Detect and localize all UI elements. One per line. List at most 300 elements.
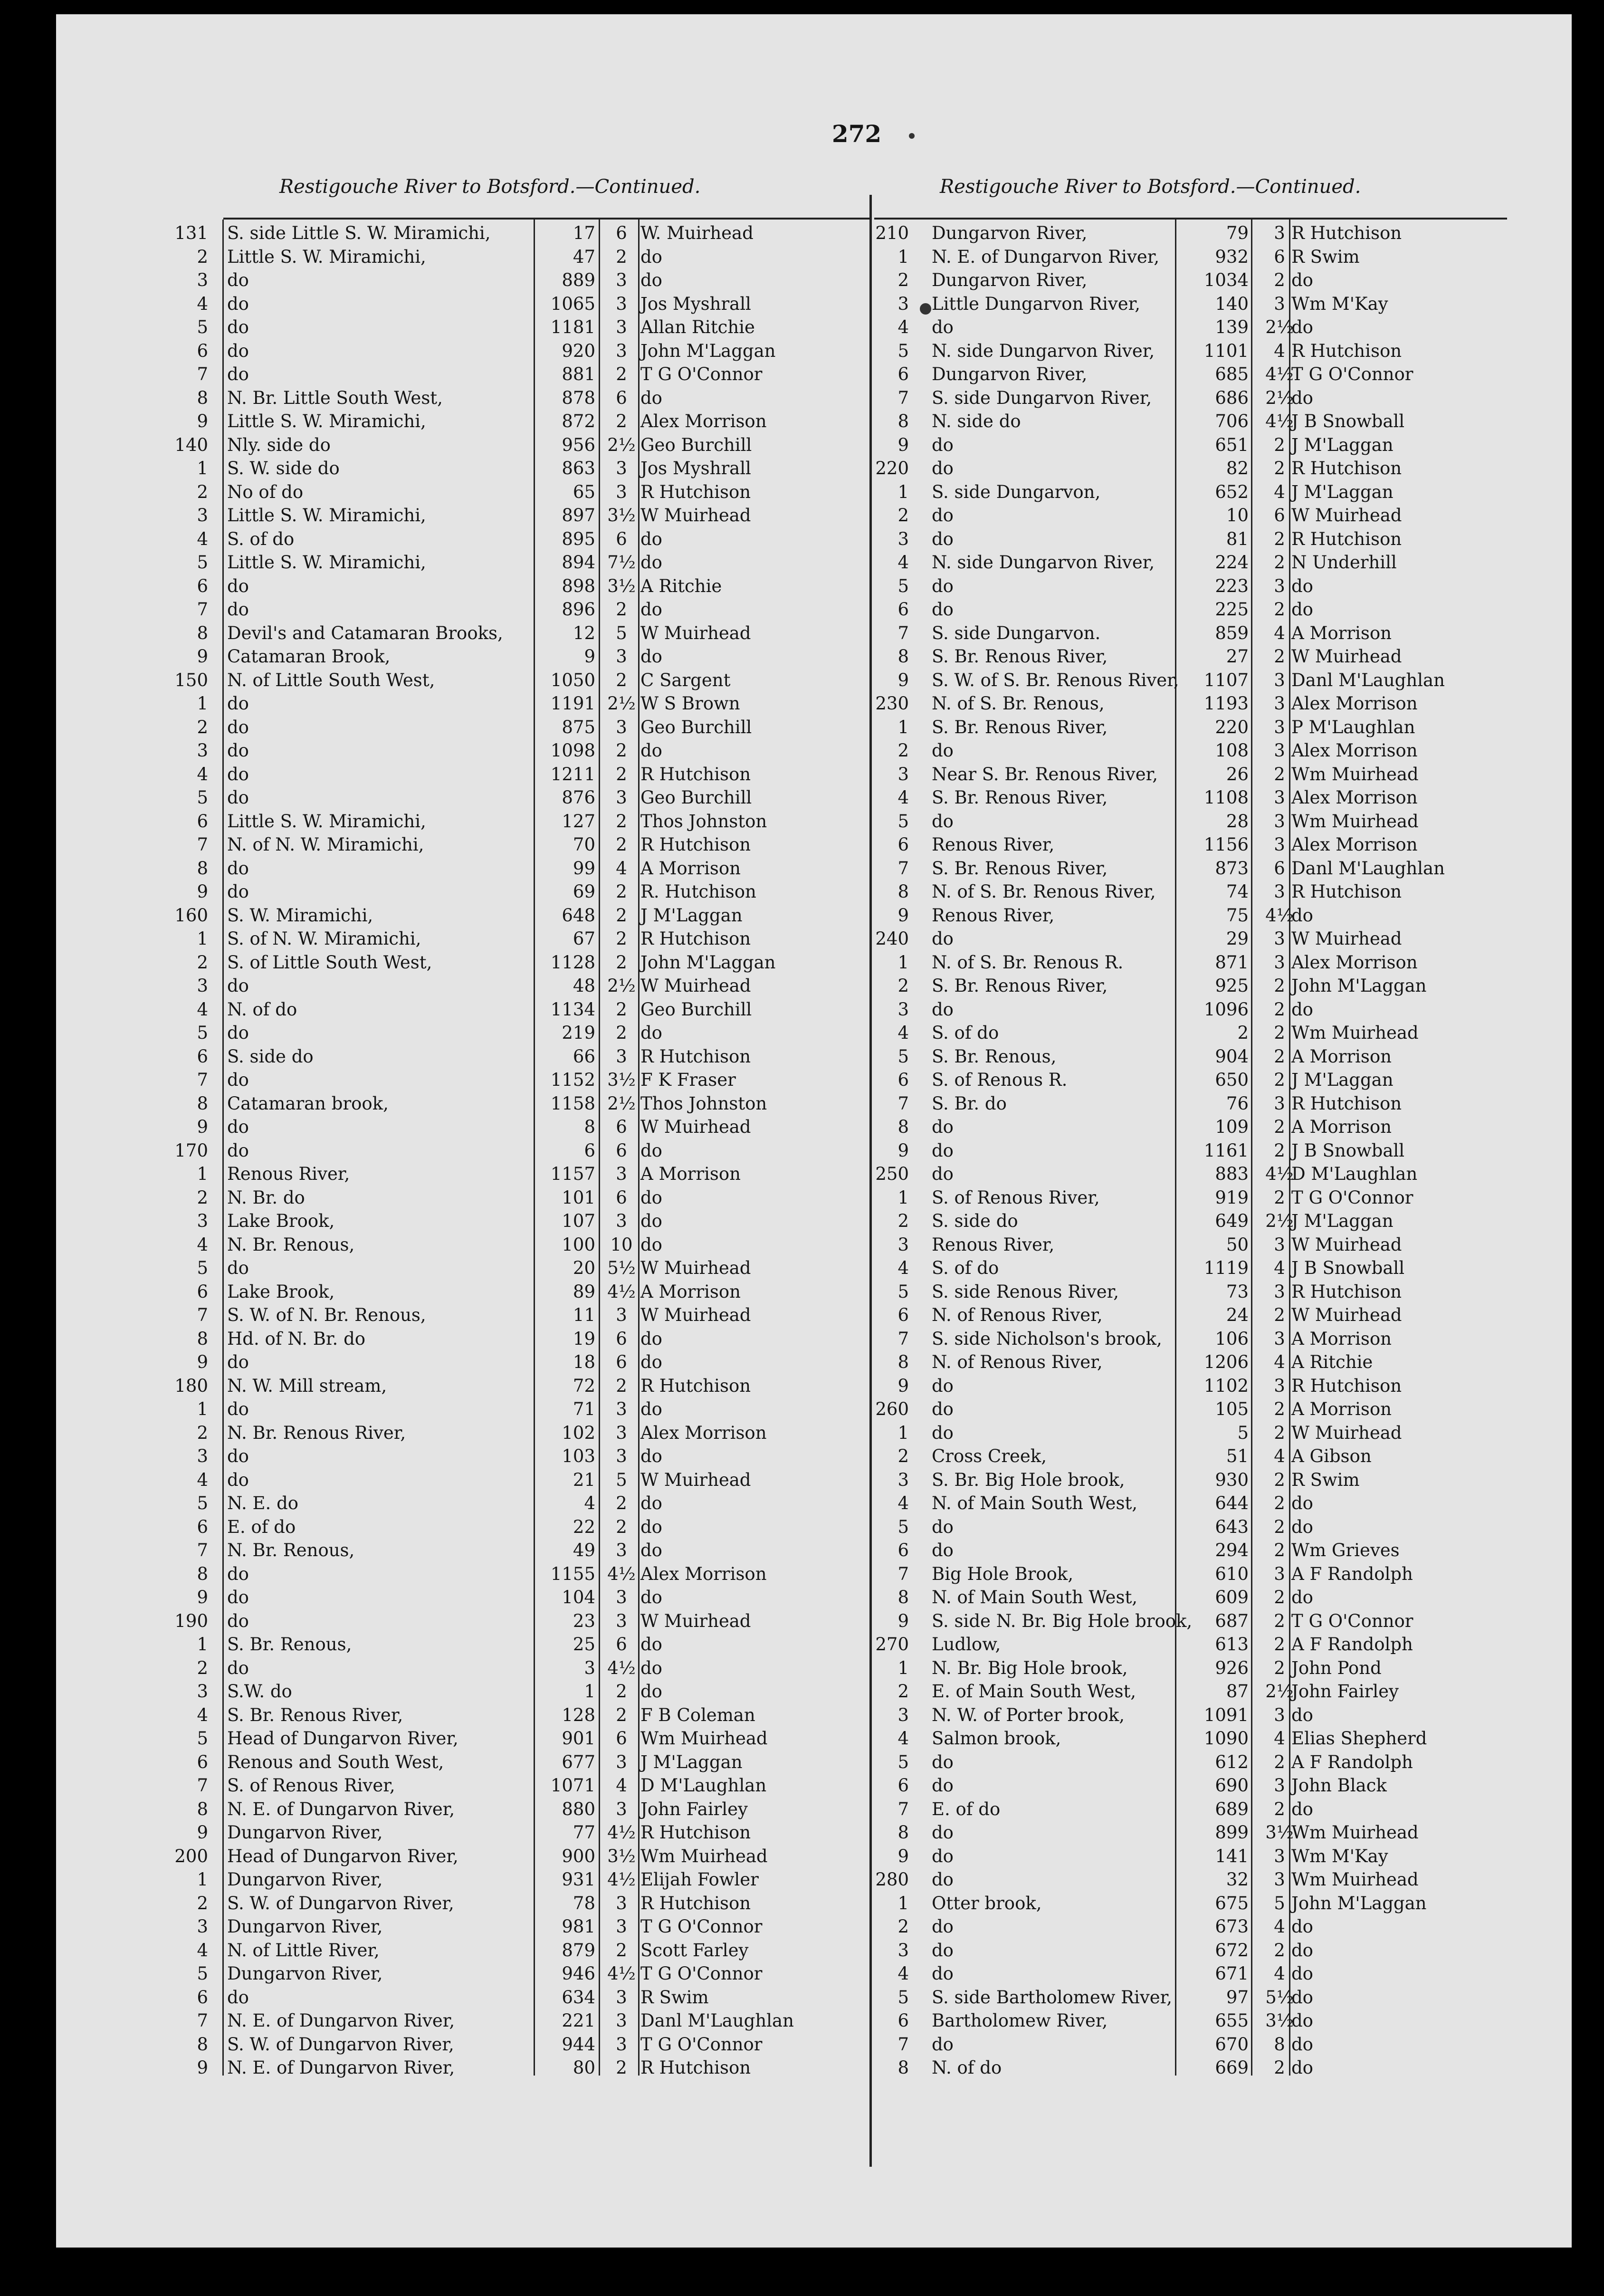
lot-number: 3 bbox=[897, 1234, 909, 1255]
lot-number: 6 bbox=[897, 1775, 909, 1796]
grantee-name: do bbox=[1291, 1987, 1313, 2008]
lot-number: 5 bbox=[197, 317, 208, 337]
lot-number: 3 bbox=[197, 1916, 208, 1937]
chains: 3½ bbox=[607, 1846, 636, 1866]
grantee-name: T G O'Connor bbox=[640, 364, 763, 384]
lot-number: 2 bbox=[897, 1211, 909, 1231]
grantee-name: W S Brown bbox=[640, 693, 740, 714]
location: do bbox=[932, 1751, 954, 1772]
acres: 899 bbox=[1215, 1822, 1249, 1843]
location: S. Br. Renous River, bbox=[227, 1704, 403, 1725]
acres: 25 bbox=[573, 1634, 595, 1655]
grantee-name: Scott Farley bbox=[640, 1940, 749, 1961]
grantee-name: T G O'Connor bbox=[640, 1963, 763, 1984]
location: E. of do bbox=[932, 1799, 1001, 1819]
location: do bbox=[227, 575, 249, 596]
location: do bbox=[932, 599, 954, 620]
grantee-name: R Hutchison bbox=[640, 834, 751, 855]
chains: 3 bbox=[1274, 834, 1285, 855]
location: S. side Dungarvon River, bbox=[932, 387, 1152, 408]
lot-number: 1 bbox=[897, 952, 909, 973]
lot-number: 2 bbox=[897, 976, 909, 996]
acres: 224 bbox=[1215, 552, 1249, 573]
grantee-name: R Hutchison bbox=[640, 1822, 751, 1843]
acres: 873 bbox=[1215, 858, 1249, 879]
location: do bbox=[932, 1164, 954, 1184]
table-row bbox=[56, 2033, 1572, 2057]
location: do bbox=[932, 1516, 954, 1537]
location: S. W. side do bbox=[227, 458, 340, 478]
lot-number: 3 bbox=[197, 1681, 208, 1702]
chains: 3 bbox=[1274, 717, 1285, 737]
lot-number: 5 bbox=[897, 1987, 909, 2008]
location: S. W. of Dungarvon River, bbox=[227, 2034, 454, 2055]
table-row bbox=[56, 386, 1572, 410]
location: Little S. W. Miramichi, bbox=[227, 505, 426, 526]
acres: 79 bbox=[1226, 223, 1249, 243]
acres: 686 bbox=[1215, 387, 1249, 408]
chains: 2 bbox=[1274, 2057, 1285, 2078]
grantee-name: do bbox=[1291, 2057, 1313, 2078]
grantee-name: John M'Laggan bbox=[1291, 1893, 1427, 1913]
lot-number: 6 bbox=[897, 1305, 909, 1325]
table-row bbox=[56, 1492, 1572, 1515]
location: do bbox=[227, 976, 249, 996]
lot-number: 3 bbox=[897, 1704, 909, 1725]
grantee-name: do bbox=[1291, 1587, 1313, 1607]
grantee-name: do bbox=[640, 1446, 662, 1466]
grantee-name: T G O'Connor bbox=[1291, 364, 1413, 384]
grantee-name: Danl M'Laughlan bbox=[640, 2010, 794, 2031]
location: S. side Little S. W. Miramichi, bbox=[227, 223, 491, 243]
acres: 1161 bbox=[1203, 1140, 1249, 1161]
grantee-name: R Swim bbox=[1291, 246, 1360, 267]
location: do bbox=[227, 317, 249, 337]
lot-number: 3 bbox=[897, 1469, 909, 1490]
grantee-name: Geo Burchill bbox=[640, 717, 752, 737]
lot-number: 6 bbox=[197, 1751, 208, 1772]
table-row bbox=[56, 1445, 1572, 1468]
location: S. side Renous River, bbox=[932, 1281, 1119, 1302]
location: do bbox=[932, 1963, 954, 1984]
lot-number: 6 bbox=[197, 1987, 208, 2008]
location: do bbox=[227, 1258, 249, 1278]
table-row bbox=[56, 1539, 1572, 1562]
location: do bbox=[227, 1610, 249, 1631]
acres: 1158 bbox=[550, 1093, 595, 1114]
grantee-name: W Muirhead bbox=[1291, 646, 1402, 667]
acres: 649 bbox=[1215, 1211, 1249, 1231]
location: Dungarvon River, bbox=[932, 364, 1088, 384]
chains: 3 bbox=[616, 1987, 627, 2008]
grantee-name: Geo Burchill bbox=[640, 434, 752, 455]
grantee-name: Elijah Fowler bbox=[640, 1869, 759, 1890]
chains: 3 bbox=[616, 1422, 627, 1443]
location: do bbox=[227, 1399, 249, 1419]
acres: 74 bbox=[1226, 881, 1249, 902]
grantee-name: W Muirhead bbox=[640, 1117, 751, 1137]
page-number: 272 bbox=[831, 120, 882, 148]
table-row bbox=[56, 1092, 1572, 1116]
location: S. W. of S. Br. Renous River, bbox=[932, 670, 1179, 690]
chains: 3 bbox=[1274, 811, 1285, 832]
location: S. side do bbox=[227, 1046, 314, 1067]
location: do bbox=[227, 1140, 249, 1161]
chains: 2 bbox=[1274, 1140, 1285, 1161]
location: Little Dungarvon River, bbox=[932, 293, 1141, 314]
chains: 3 bbox=[616, 1046, 627, 1067]
chains: 3 bbox=[1274, 223, 1285, 243]
location: N. of Renous River, bbox=[932, 1305, 1103, 1325]
chains: 6 bbox=[1274, 246, 1285, 267]
acres: 105 bbox=[1215, 1399, 1249, 1419]
lot-number: 2 bbox=[897, 740, 909, 761]
chains: 2 bbox=[1274, 976, 1285, 996]
grantee-name: do bbox=[640, 1352, 662, 1372]
location: do bbox=[932, 1916, 954, 1937]
table-row bbox=[56, 2056, 1572, 2080]
lot-number: 1 bbox=[897, 1187, 909, 1208]
table-row bbox=[56, 645, 1572, 669]
lot-number: 7 bbox=[197, 834, 208, 855]
acres: 107 bbox=[562, 1211, 595, 1231]
grantee-name: W Muirhead bbox=[1291, 1422, 1402, 1443]
chains: 3½ bbox=[607, 505, 636, 526]
lot-number: 5 bbox=[197, 552, 208, 573]
table-row bbox=[56, 339, 1572, 363]
grantee-name: R Hutchison bbox=[640, 928, 751, 949]
chains: 2 bbox=[1274, 1117, 1285, 1137]
location: Little S. W. Miramichi, bbox=[227, 411, 426, 431]
chains: 4½ bbox=[607, 1281, 636, 1302]
acres: 23 bbox=[573, 1610, 595, 1631]
location: do bbox=[932, 1540, 954, 1560]
table-row bbox=[56, 1374, 1572, 1398]
lot-number: 2 bbox=[897, 270, 909, 290]
acres: 672 bbox=[1215, 1940, 1249, 1961]
grantee-name: R Swim bbox=[640, 1987, 709, 2008]
lot-number: 2 bbox=[197, 246, 208, 267]
table-row bbox=[56, 1821, 1572, 1845]
location: S. Br. Renous, bbox=[227, 1634, 352, 1655]
chains: 2 bbox=[616, 1704, 627, 1725]
lot-number: 5 bbox=[197, 1493, 208, 1513]
acres: 925 bbox=[1215, 976, 1249, 996]
acres: 75 bbox=[1226, 905, 1249, 926]
acres: 220 bbox=[1215, 717, 1249, 737]
table-row bbox=[56, 1139, 1572, 1163]
chains: 3 bbox=[616, 481, 627, 502]
grantee-name: do bbox=[1291, 270, 1313, 290]
acres: 72 bbox=[573, 1375, 595, 1396]
header-rule-left bbox=[223, 218, 869, 220]
grantee-name: A Gibson bbox=[1291, 1446, 1372, 1466]
acres: 878 bbox=[562, 387, 595, 408]
chains: 3½ bbox=[1265, 1822, 1294, 1843]
chains: 3 bbox=[1274, 787, 1285, 808]
lot-number: 1 bbox=[197, 1399, 208, 1419]
table-row bbox=[56, 504, 1572, 527]
lot-number: 5 bbox=[897, 1046, 909, 1067]
grantee-name: John Black bbox=[1291, 1775, 1387, 1796]
grantee-name: do bbox=[640, 1187, 662, 1208]
table-row bbox=[56, 1751, 1572, 1774]
chains: 2½ bbox=[1265, 317, 1294, 337]
location: do bbox=[932, 1775, 954, 1796]
location: do bbox=[227, 1587, 249, 1607]
acres: 3 bbox=[584, 1657, 595, 1678]
chains: 2 bbox=[1274, 1516, 1285, 1537]
chains: 4½ bbox=[1265, 1164, 1294, 1184]
chains: 3½ bbox=[607, 1070, 636, 1090]
table-row bbox=[56, 292, 1572, 316]
page-header-left: Restigouche River to Botsford.—Continued. bbox=[279, 176, 701, 198]
acres: 128 bbox=[562, 1704, 595, 1725]
chains: 4 bbox=[616, 1775, 627, 1796]
location: N. W. of Porter brook, bbox=[932, 1704, 1125, 1725]
location: N. side do bbox=[932, 411, 1021, 431]
grantee-name: do bbox=[640, 646, 662, 667]
grantee-name: J M'Laggan bbox=[1291, 434, 1394, 455]
location: do bbox=[932, 1822, 954, 1843]
acres: 1050 bbox=[550, 670, 595, 690]
grantee-name: R Swim bbox=[1291, 1469, 1360, 1490]
chains: 6 bbox=[616, 1140, 627, 1161]
acres: 1128 bbox=[550, 952, 595, 973]
location: N. Br. Renous, bbox=[227, 1540, 355, 1560]
acres: 18 bbox=[573, 1352, 595, 1372]
acres: 981 bbox=[562, 1916, 595, 1937]
chains: 2 bbox=[1274, 1469, 1285, 1490]
acres: 49 bbox=[573, 1540, 595, 1560]
location: Lake Brook, bbox=[227, 1211, 335, 1231]
chains: 2 bbox=[1274, 1187, 1285, 1208]
acres: 4 bbox=[584, 1493, 595, 1513]
lot-number: 7 bbox=[897, 1563, 909, 1584]
chains: 4 bbox=[1274, 1728, 1285, 1749]
lot-number: 9 bbox=[897, 670, 909, 690]
lot-number: 2 bbox=[897, 1916, 909, 1937]
ink-speck bbox=[909, 133, 915, 139]
grantee-name: do bbox=[640, 387, 662, 408]
acres: 1152 bbox=[550, 1070, 595, 1090]
location: Little S. W. Miramichi, bbox=[227, 552, 426, 573]
chains: 2 bbox=[1274, 1046, 1285, 1067]
grantee-name: do bbox=[640, 1657, 662, 1678]
chains: 2 bbox=[1274, 552, 1285, 573]
lot-number: 2 bbox=[897, 1681, 909, 1702]
lot-number: 7 bbox=[897, 1328, 909, 1349]
grantee-name: C Sargent bbox=[640, 670, 731, 690]
lot-number: 9 bbox=[197, 1822, 208, 1843]
chains: 2 bbox=[616, 834, 627, 855]
grantee-name: do bbox=[640, 552, 662, 573]
acres: 644 bbox=[1215, 1493, 1249, 1513]
location: do bbox=[932, 505, 954, 526]
chains: 2 bbox=[1274, 270, 1285, 290]
chains: 2 bbox=[1274, 1799, 1285, 1819]
location: do bbox=[227, 1352, 249, 1372]
location: do bbox=[932, 1940, 954, 1961]
table-row bbox=[56, 763, 1572, 786]
grantee-name: Jos Myshrall bbox=[640, 458, 751, 478]
grantee-name: do bbox=[640, 1328, 662, 1349]
location: do bbox=[932, 928, 954, 949]
table-row bbox=[56, 1068, 1572, 1092]
table-row bbox=[56, 1986, 1572, 2009]
location: do bbox=[227, 787, 249, 808]
chains: 2 bbox=[1274, 1634, 1285, 1655]
grantee-name: do bbox=[640, 599, 662, 620]
acres: 1101 bbox=[1203, 340, 1249, 361]
grantee-name: W Muirhead bbox=[640, 622, 751, 643]
location: do bbox=[932, 811, 954, 832]
lot-number: 2 bbox=[197, 481, 208, 502]
location: Bartholomew River, bbox=[932, 2010, 1108, 2031]
acres: 612 bbox=[1215, 1751, 1249, 1772]
grantee-name: A F Randolph bbox=[1291, 1751, 1413, 1772]
grantee-name: R Hutchison bbox=[640, 1046, 751, 1067]
chains: 6 bbox=[616, 387, 627, 408]
chains: 4 bbox=[1274, 1963, 1285, 1984]
acres: 946 bbox=[562, 1963, 595, 1984]
lot-number: 2 bbox=[197, 1187, 208, 1208]
chains: 3 bbox=[616, 340, 627, 361]
location: S. of do bbox=[227, 528, 295, 549]
chains: 3 bbox=[616, 1916, 627, 1937]
chains: 4 bbox=[1274, 340, 1285, 361]
grantee-name: Elias Shepherd bbox=[1291, 1728, 1427, 1749]
acres: 103 bbox=[562, 1446, 595, 1466]
grantee-name: A F Randolph bbox=[1291, 1634, 1413, 1655]
lot-number: 260 bbox=[875, 1399, 909, 1419]
chains: 2½ bbox=[1265, 1681, 1294, 1702]
lot-number: 8 bbox=[897, 881, 909, 902]
lot-number: 8 bbox=[197, 1799, 208, 1819]
chains: 3 bbox=[1274, 293, 1285, 314]
acres: 685 bbox=[1215, 364, 1249, 384]
lot-number: 5 bbox=[897, 1751, 909, 1772]
location: do bbox=[227, 764, 249, 784]
chains: 2 bbox=[1274, 999, 1285, 1020]
lot-number: 6 bbox=[897, 364, 909, 384]
acres: 875 bbox=[562, 717, 595, 737]
grantee-name: Alex Morrison bbox=[1291, 787, 1418, 808]
grantee-name: do bbox=[1291, 599, 1313, 620]
lot-number: 6 bbox=[197, 575, 208, 596]
location: Renous River, bbox=[227, 1164, 350, 1184]
chains: 2 bbox=[1274, 599, 1285, 620]
acres: 898 bbox=[562, 575, 595, 596]
location: N. side Dungarvon River, bbox=[932, 552, 1155, 573]
lot-number: 140 bbox=[174, 434, 208, 455]
location: N. of S. Br. Renous R. bbox=[932, 952, 1124, 973]
lot-number: 9 bbox=[197, 411, 208, 431]
chains: 2 bbox=[1274, 1587, 1285, 1607]
location: N. of N. W. Miramichi, bbox=[227, 834, 424, 855]
acres: 19 bbox=[573, 1328, 595, 1349]
table-row bbox=[56, 1656, 1572, 1680]
lot-number: 3 bbox=[897, 293, 909, 314]
lot-number: 7 bbox=[897, 622, 909, 643]
location: Dungarvon River, bbox=[227, 1963, 383, 1984]
location: S. Br. Renous River, bbox=[932, 976, 1108, 996]
table-row bbox=[56, 245, 1572, 269]
location: do bbox=[932, 740, 954, 761]
chains: 3 bbox=[616, 717, 627, 737]
grantee-name: R Hutchison bbox=[640, 1375, 751, 1396]
table-row bbox=[56, 1609, 1572, 1633]
chains: 4½ bbox=[607, 1657, 636, 1678]
chains: 2 bbox=[616, 740, 627, 761]
chains: 3 bbox=[616, 1446, 627, 1466]
location: S. side do bbox=[932, 1211, 1018, 1231]
acres: 895 bbox=[562, 528, 595, 549]
location: S.W. do bbox=[227, 1681, 292, 1702]
location: Renous and South West, bbox=[227, 1751, 444, 1772]
table-row bbox=[56, 1209, 1572, 1233]
acres: 82 bbox=[1226, 458, 1249, 478]
acres: 100 bbox=[562, 1234, 595, 1255]
table-row bbox=[56, 1562, 1572, 1586]
acres: 863 bbox=[562, 458, 595, 478]
location: Catamaran brook, bbox=[227, 1093, 389, 1114]
lot-number: 240 bbox=[875, 928, 909, 949]
acres: 5 bbox=[1237, 1422, 1249, 1443]
table-row bbox=[56, 1633, 1572, 1656]
location: do bbox=[227, 293, 249, 314]
lot-number: 7 bbox=[197, 1775, 208, 1796]
chains: 2 bbox=[616, 1375, 627, 1396]
lot-number: 8 bbox=[197, 622, 208, 643]
chains: 2 bbox=[1274, 1493, 1285, 1513]
location: do bbox=[227, 1117, 249, 1137]
chains: 8 bbox=[1274, 2034, 1285, 2055]
lot-number: 6 bbox=[897, 599, 909, 620]
lot-number: 9 bbox=[897, 434, 909, 455]
lot-number: 5 bbox=[897, 575, 909, 596]
chains: 2½ bbox=[607, 693, 636, 714]
chains: 3 bbox=[1274, 1328, 1285, 1349]
grantee-name: Geo Burchill bbox=[640, 999, 752, 1020]
acres: 223 bbox=[1215, 575, 1249, 596]
lot-number: 1 bbox=[897, 1422, 909, 1443]
acres: 26 bbox=[1226, 764, 1249, 784]
grantee-name: do bbox=[640, 1399, 662, 1419]
lot-number: 9 bbox=[897, 1846, 909, 1866]
lot-number: 8 bbox=[197, 387, 208, 408]
lot-number: 6 bbox=[197, 1281, 208, 1302]
location: do bbox=[932, 1375, 954, 1396]
acres: 872 bbox=[562, 411, 595, 431]
location: S. W. of N. Br. Renous, bbox=[227, 1305, 426, 1325]
location: do bbox=[227, 858, 249, 879]
acres: 930 bbox=[1215, 1469, 1249, 1490]
location: do bbox=[932, 1117, 954, 1137]
lot-number: 9 bbox=[897, 1610, 909, 1631]
location: S. Br. Big Hole brook, bbox=[932, 1469, 1125, 1490]
grantee-name: John M'Laggan bbox=[640, 340, 776, 361]
grantee-name: do bbox=[640, 1023, 662, 1043]
table-row bbox=[56, 2009, 1572, 2033]
chains: 3½ bbox=[1265, 2010, 1294, 2031]
grantee-name: do bbox=[640, 1140, 662, 1161]
location: Otter brook, bbox=[932, 1893, 1042, 1913]
lot-number: 9 bbox=[197, 646, 208, 667]
chains: 3 bbox=[1274, 575, 1285, 596]
chains: 2 bbox=[616, 1681, 627, 1702]
table-row bbox=[56, 1774, 1572, 1798]
